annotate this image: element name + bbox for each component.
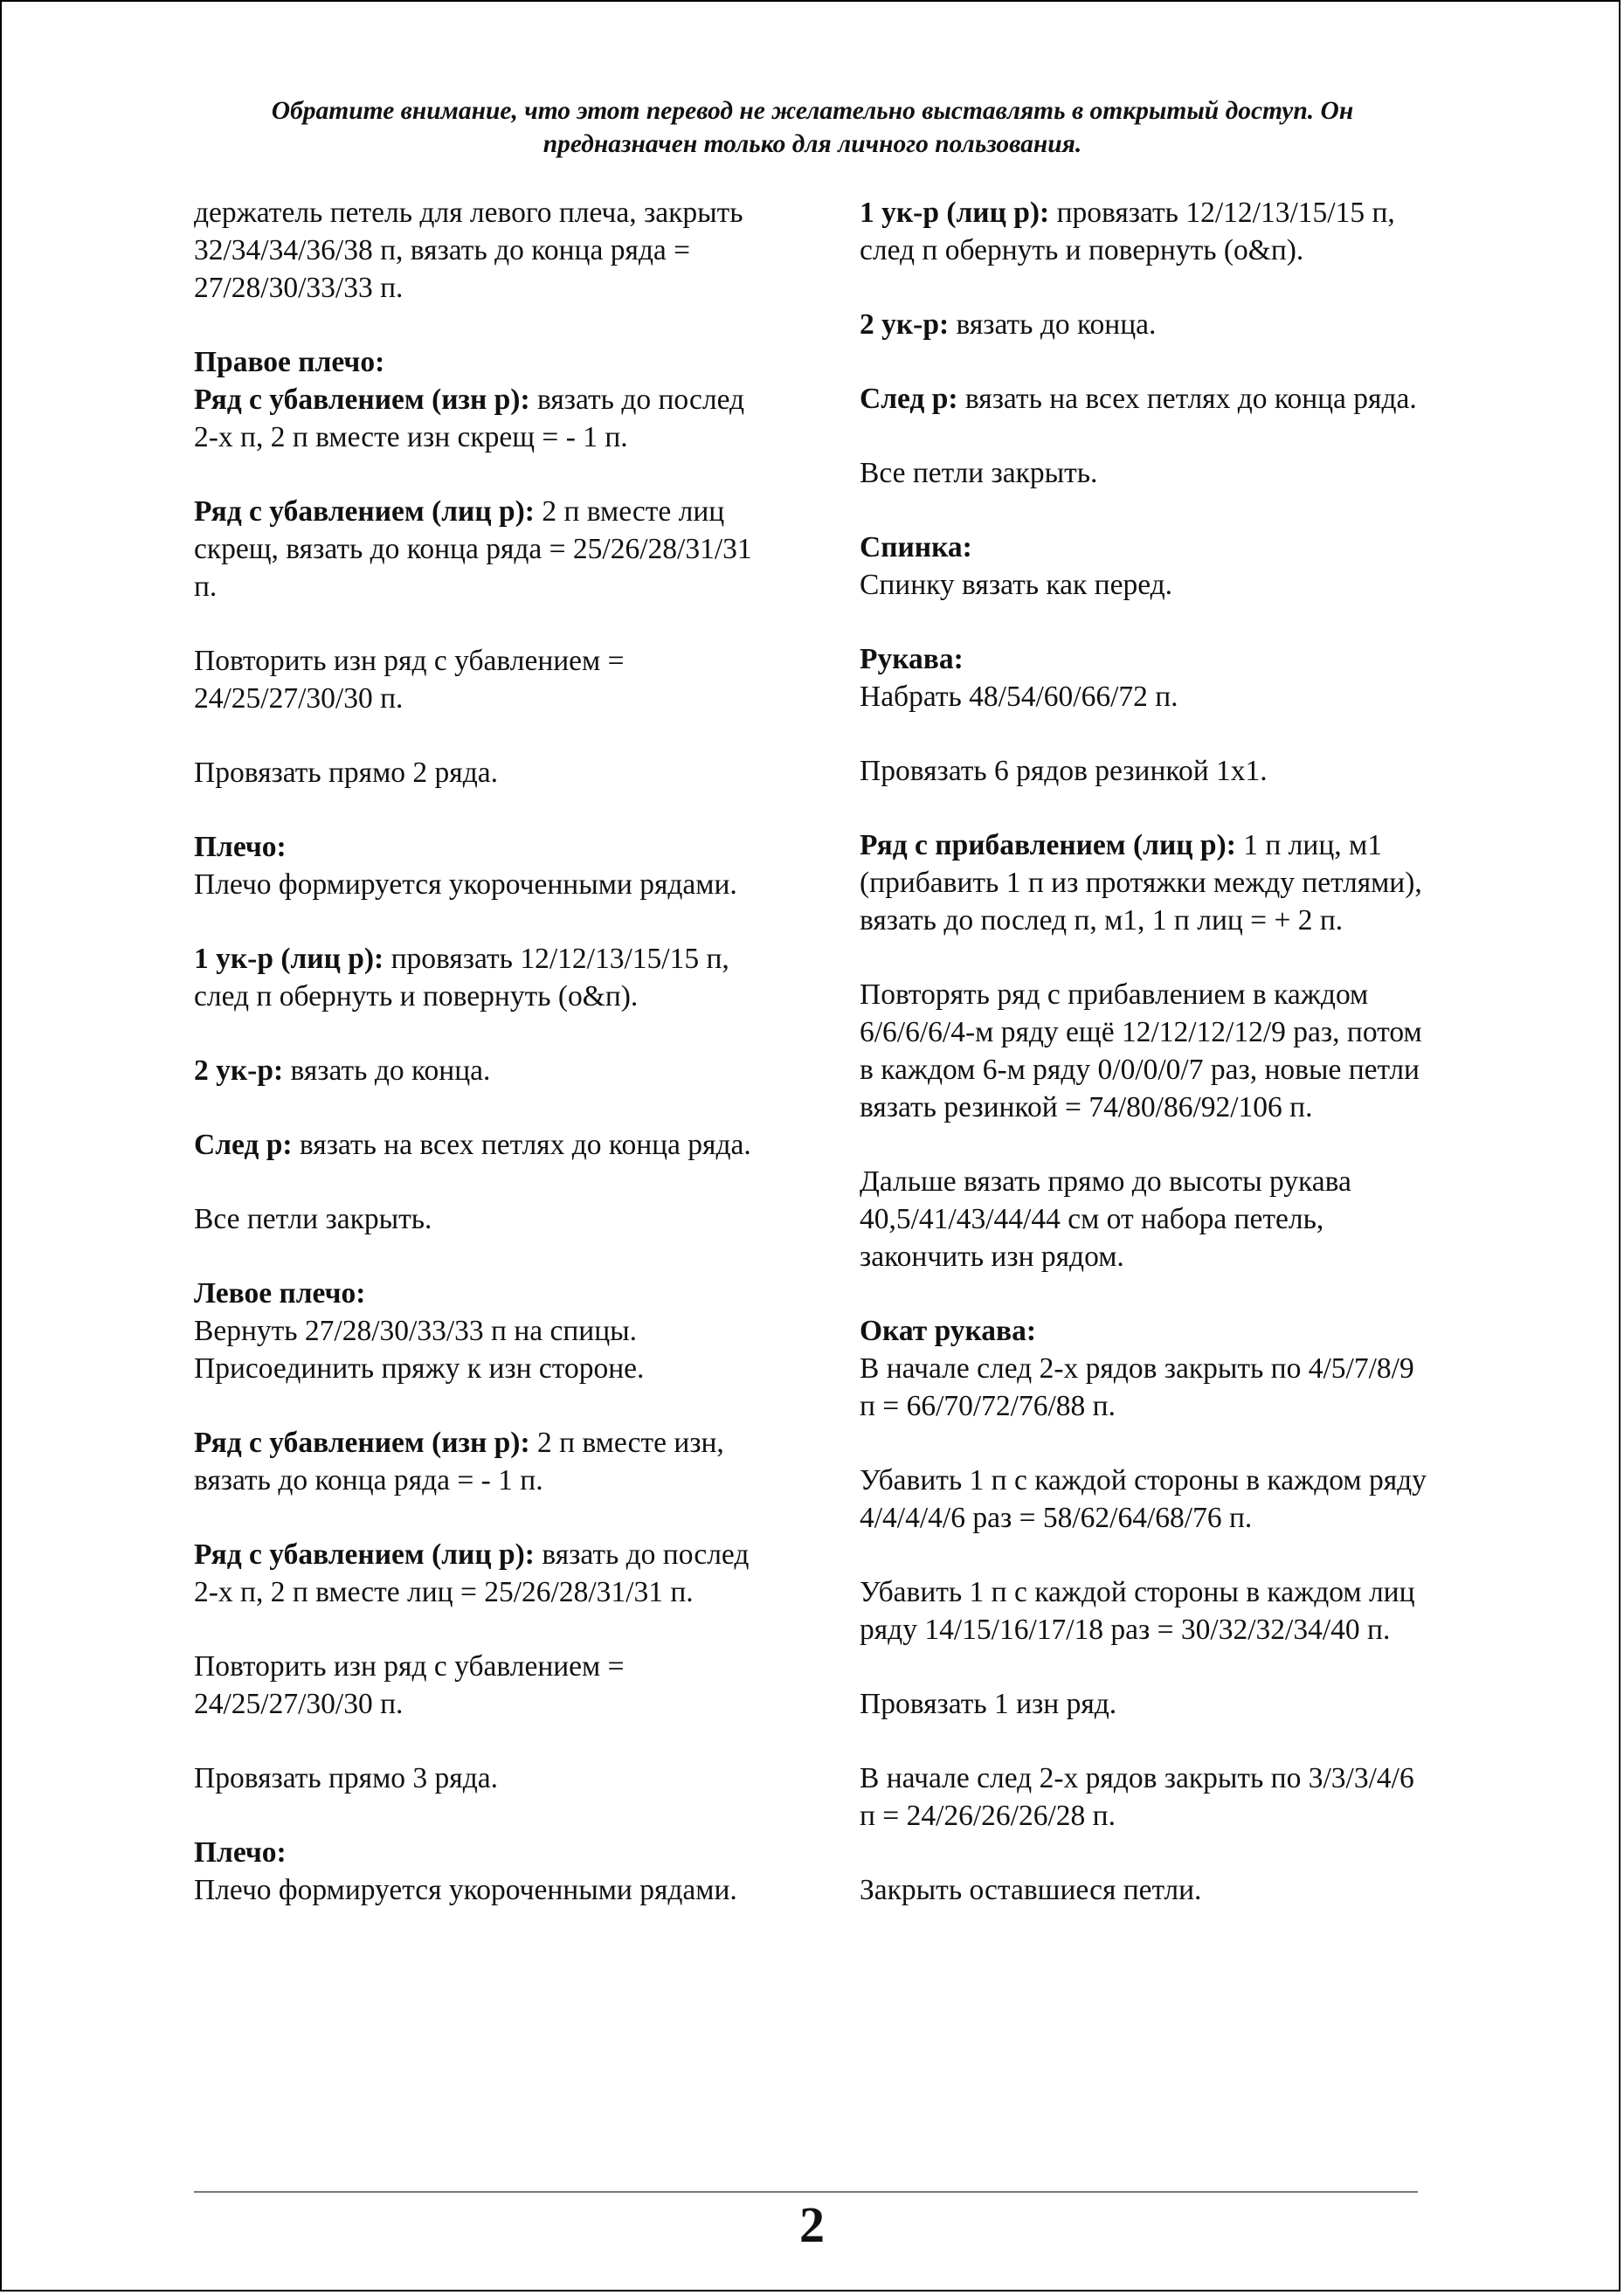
paragraph-body — [860, 976, 1436, 1126]
paragraph — [194, 1834, 775, 1909]
row-label: Ряд с убавлением (лиц р): — [194, 1538, 535, 1571]
paragraph — [194, 1759, 775, 1797]
paragraph-body — [194, 381, 775, 456]
paragraph-body — [194, 866, 775, 903]
instruction-text: Повторять ряд с прибавлением в каждом 6/6/6/6/4-м ряду ещё 12/12/12/12/9 раз, потом в каждом 6-м ряду 0/0/0/0/7 раз, новые петли вязать резинкой = 74/80/86/92/106 п. — [860, 978, 1422, 1123]
paragraph-body — [860, 306, 1436, 343]
paragraph-body — [860, 1685, 1436, 1723]
instruction-text: Спинку вязать как перед. — [860, 569, 1173, 601]
instruction-text: провязать 12/12/13/15/15 п, след п обернуть и повернуть (о&п). — [860, 197, 1395, 266]
instruction-text: Провязать прямо 2 ряда. — [194, 757, 498, 789]
paragraph — [860, 529, 1436, 604]
paragraph-body — [860, 1573, 1436, 1649]
row-label: Ряд с убавлением (изн р): — [194, 1427, 530, 1459]
instruction-text: Повторить изн ряд с убавлением = 24/25/27/30/30 п. — [194, 645, 625, 715]
row-label: Ряд с прибавлением (лиц р): — [860, 829, 1236, 861]
footer-divider — [194, 2191, 1418, 2193]
instruction-text: Закрыть оставшиеся петли. — [860, 1874, 1202, 1906]
paragraph — [194, 642, 775, 717]
row-label: 1 ук-р (лиц р): — [860, 197, 1050, 229]
row-label: 1 ук-р (лиц р): — [194, 943, 384, 975]
paragraph-body — [194, 194, 775, 307]
right-column — [860, 194, 1436, 1946]
instruction-text: вязать на всех петлях до конца ряда. — [299, 1129, 751, 1161]
paragraph — [194, 940, 775, 1015]
section-heading: Рукава: — [860, 643, 964, 675]
paragraph — [860, 1871, 1436, 1909]
paragraph-body — [194, 493, 775, 605]
paragraph-body — [194, 1536, 775, 1611]
paragraph-body — [860, 678, 1436, 715]
row-label: След р: — [860, 383, 958, 415]
instruction-text: В начале след 2-х рядов закрыть по 3/3/3/4/6 п = 24/26/26/26/28 п. — [860, 1762, 1414, 1832]
paragraph — [860, 380, 1436, 418]
section-heading: Спинка: — [860, 531, 972, 563]
paragraph-body — [194, 1759, 775, 1797]
paragraph-body — [860, 752, 1436, 790]
paragraph-body — [860, 380, 1436, 418]
instruction-text: 2 п вместе изн, вязать до конца ряда = - 1 п. — [194, 1427, 724, 1497]
instruction-text: вязать на всех петлях до конца ряда. — [964, 383, 1417, 415]
paragraph-body — [860, 1871, 1436, 1909]
paragraph-body — [194, 642, 775, 717]
instruction-text: вязать до конца. — [290, 1054, 491, 1087]
paragraph — [860, 194, 1436, 269]
paragraph — [860, 826, 1436, 939]
paragraph-body — [860, 566, 1436, 604]
paragraph — [860, 1163, 1436, 1275]
paragraph-body — [194, 754, 775, 791]
instruction-text: держатель петель для левого плеча, закрыть 32/34/34/36/38 п, вязать до конца ряда = 27/28/30/33/33 п. — [194, 197, 743, 304]
section-heading: Плечо: — [194, 831, 287, 863]
instruction-text: Убавить 1 п с каждой стороны в каждом лиц ряду 14/15/16/17/18 раз = 30/32/32/34/40 п. — [860, 1576, 1415, 1646]
paragraph — [194, 1424, 775, 1499]
instruction-text: Провязать 6 рядов резинкой 1x1. — [860, 755, 1268, 787]
instruction-text: провязать 12/12/13/15/15 п, след п обернуть и повернуть (о&п). — [194, 943, 729, 1013]
instruction-text: Все петли закрыть. — [194, 1203, 432, 1235]
paragraph-body — [194, 1052, 775, 1089]
paragraph-body — [860, 194, 1436, 269]
row-label: 2 ук-р: — [860, 308, 950, 341]
paragraph-body — [194, 1424, 775, 1499]
paragraph — [860, 1685, 1436, 1723]
paragraph — [194, 1648, 775, 1723]
instruction-text: Повторить изн ряд с убавлением = 24/25/27/30/30 п. — [194, 1650, 625, 1720]
instruction-text: В начале след 2-х рядов закрыть по 4/5/7/8/9 п = 66/70/72/76/88 п. — [860, 1352, 1414, 1422]
paragraph — [860, 976, 1436, 1126]
paragraph-body — [860, 1350, 1436, 1425]
paragraph — [860, 306, 1436, 343]
section-heading: Правое плечо: — [194, 346, 385, 378]
instruction-text: 1 п лиц, м1 (прибавить 1 п из протяжки между петлями), вязать до послед п, м1, 1 п лиц = + 2 п. — [860, 829, 1422, 937]
instruction-text: Дальше вязать прямо до высоты рукава 40,5/41/43/44/44 см от набора петель, закончить изн рядом. — [860, 1165, 1351, 1273]
paragraph — [194, 493, 775, 605]
instruction-text: вязать до конца. — [956, 308, 1157, 341]
instruction-text: Вернуть 27/28/30/33/33 п на спицы. Присоединить пряжу к изн стороне. — [194, 1315, 645, 1385]
left-column — [194, 194, 775, 1946]
page-number: 2 — [799, 2196, 825, 2253]
row-label: Ряд с убавлением (изн р): — [194, 384, 530, 416]
row-label: Ряд с убавлением (лиц р): — [194, 495, 535, 528]
paragraph — [860, 454, 1436, 492]
paragraph — [194, 1126, 775, 1164]
paragraph-body — [194, 1871, 775, 1909]
paragraph-body — [194, 1200, 775, 1238]
paragraph — [194, 1052, 775, 1089]
instruction-text: 2 п вместе лиц скрещ, вязать до конца ряда = 25/26/28/31/31 п. — [194, 495, 752, 603]
paragraph — [860, 1312, 1436, 1425]
instruction-text: Убавить 1 п с каждой стороны в каждом ряду 4/4/4/4/6 раз = 58/62/64/68/76 п. — [860, 1464, 1427, 1534]
paragraph — [860, 752, 1436, 790]
paragraph — [860, 1759, 1436, 1835]
paragraph-body — [860, 1462, 1436, 1537]
paragraph-body — [194, 1648, 775, 1723]
paragraph — [194, 828, 775, 903]
paragraph — [194, 343, 775, 456]
row-label: След р: — [194, 1129, 293, 1161]
paragraph — [860, 1462, 1436, 1537]
section-heading: Плечо: — [194, 1836, 287, 1869]
paragraph — [194, 1200, 775, 1238]
paragraph-body — [860, 454, 1436, 492]
instruction-text: Все петли закрыть. — [860, 457, 1098, 489]
paragraph — [194, 754, 775, 791]
instruction-text: вязать до послед 2-х п, 2 п вместе изн скрещ = - 1 п. — [194, 384, 745, 453]
instruction-text: вязать до послед 2-х п, 2 п вместе лиц = 25/26/28/31/31 п. — [194, 1538, 750, 1608]
paragraph-body — [194, 940, 775, 1015]
paragraph — [860, 1573, 1436, 1649]
section-heading: Левое плечо: — [194, 1277, 366, 1310]
paragraph-body — [860, 1163, 1436, 1275]
privacy-notice: Обратите внимание, что этот перевод не желательно выставлять в открытый доступ. Он предназначен только для личного пользования. — [271, 97, 1354, 158]
instruction-text: Набрать 48/54/60/66/72 п. — [860, 681, 1178, 713]
instruction-text: Провязать прямо 3 ряда. — [194, 1762, 498, 1794]
paragraph-body — [860, 1759, 1436, 1835]
paragraph-body — [194, 1312, 775, 1387]
instruction-text: Плечо формируется укороченными рядами. — [194, 868, 737, 901]
section-heading: Окат рукава: — [860, 1315, 1037, 1347]
instruction-text: Плечо формируется укороченными рядами. — [194, 1874, 737, 1906]
paragraph — [194, 1275, 775, 1387]
paragraph — [194, 1536, 775, 1611]
paragraph — [194, 194, 775, 307]
paragraph-body — [860, 826, 1436, 939]
paragraph-body — [194, 1126, 775, 1164]
row-label: 2 ук-р: — [194, 1054, 284, 1087]
paragraph — [860, 640, 1436, 715]
instruction-text: Провязать 1 изн ряд. — [860, 1688, 1117, 1720]
